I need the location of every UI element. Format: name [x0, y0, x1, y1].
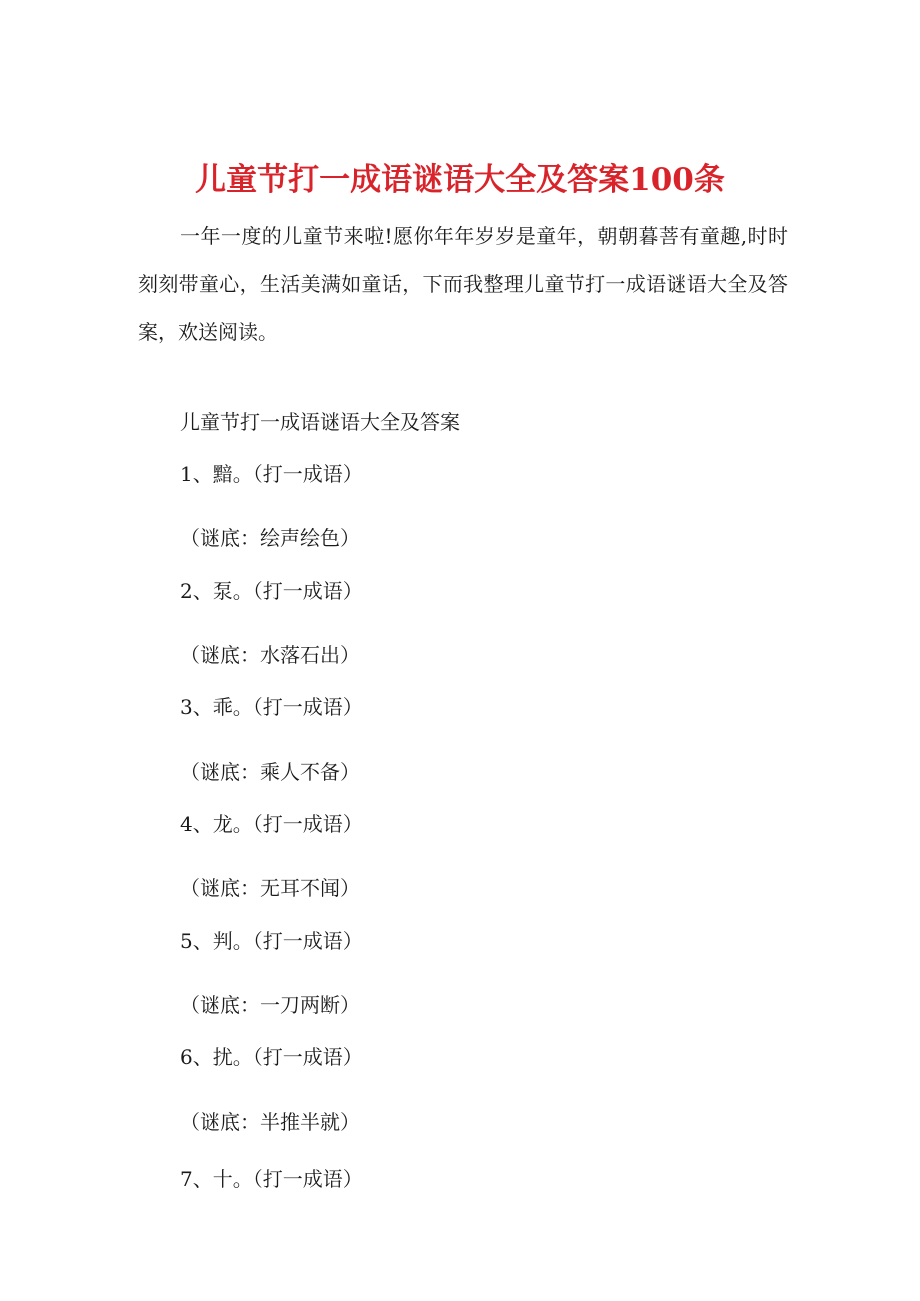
riddle-question: 2、泵。（打一成语）	[180, 579, 363, 603]
riddle-answer: （谜底：无耳不闻）	[180, 876, 360, 900]
riddle-answer: （谜底：绘声绘色）	[180, 526, 360, 550]
section-heading: 儿童节打一成语谜语大全及答案	[180, 410, 460, 434]
riddle-question: 6、扰。（打一成语）	[180, 1045, 363, 1069]
riddle-question: 7、十。（打一成语）	[180, 1167, 363, 1191]
document-title: 儿童节打一成语谜语大全及答案100条	[195, 161, 725, 198]
riddle-question: 4、龙。（打一成语）	[180, 812, 363, 836]
riddle-question: 5、判。（打一成语）	[180, 929, 363, 953]
riddle-answer: （谜底：半推半就）	[180, 1110, 360, 1134]
riddle-answer: （谜底：乘人不备）	[180, 760, 360, 784]
riddle-answer: （谜底：水落石出）	[180, 643, 360, 667]
intro-paragraph: 一年一度的儿童节来啦!愿你年年岁岁是童年，朝朝暮菩有童趣,时时刻刻带童心，生活美满如童话，下而我整理儿童节打一成语谜语大全及答案，欢送阅读。	[138, 224, 788, 344]
riddle-answer: （谜底：一刀两断）	[180, 993, 360, 1017]
riddle-question: 1、黯。（打一成语）	[180, 462, 363, 486]
riddle-question: 3、乖。（打一成语）	[180, 695, 363, 719]
